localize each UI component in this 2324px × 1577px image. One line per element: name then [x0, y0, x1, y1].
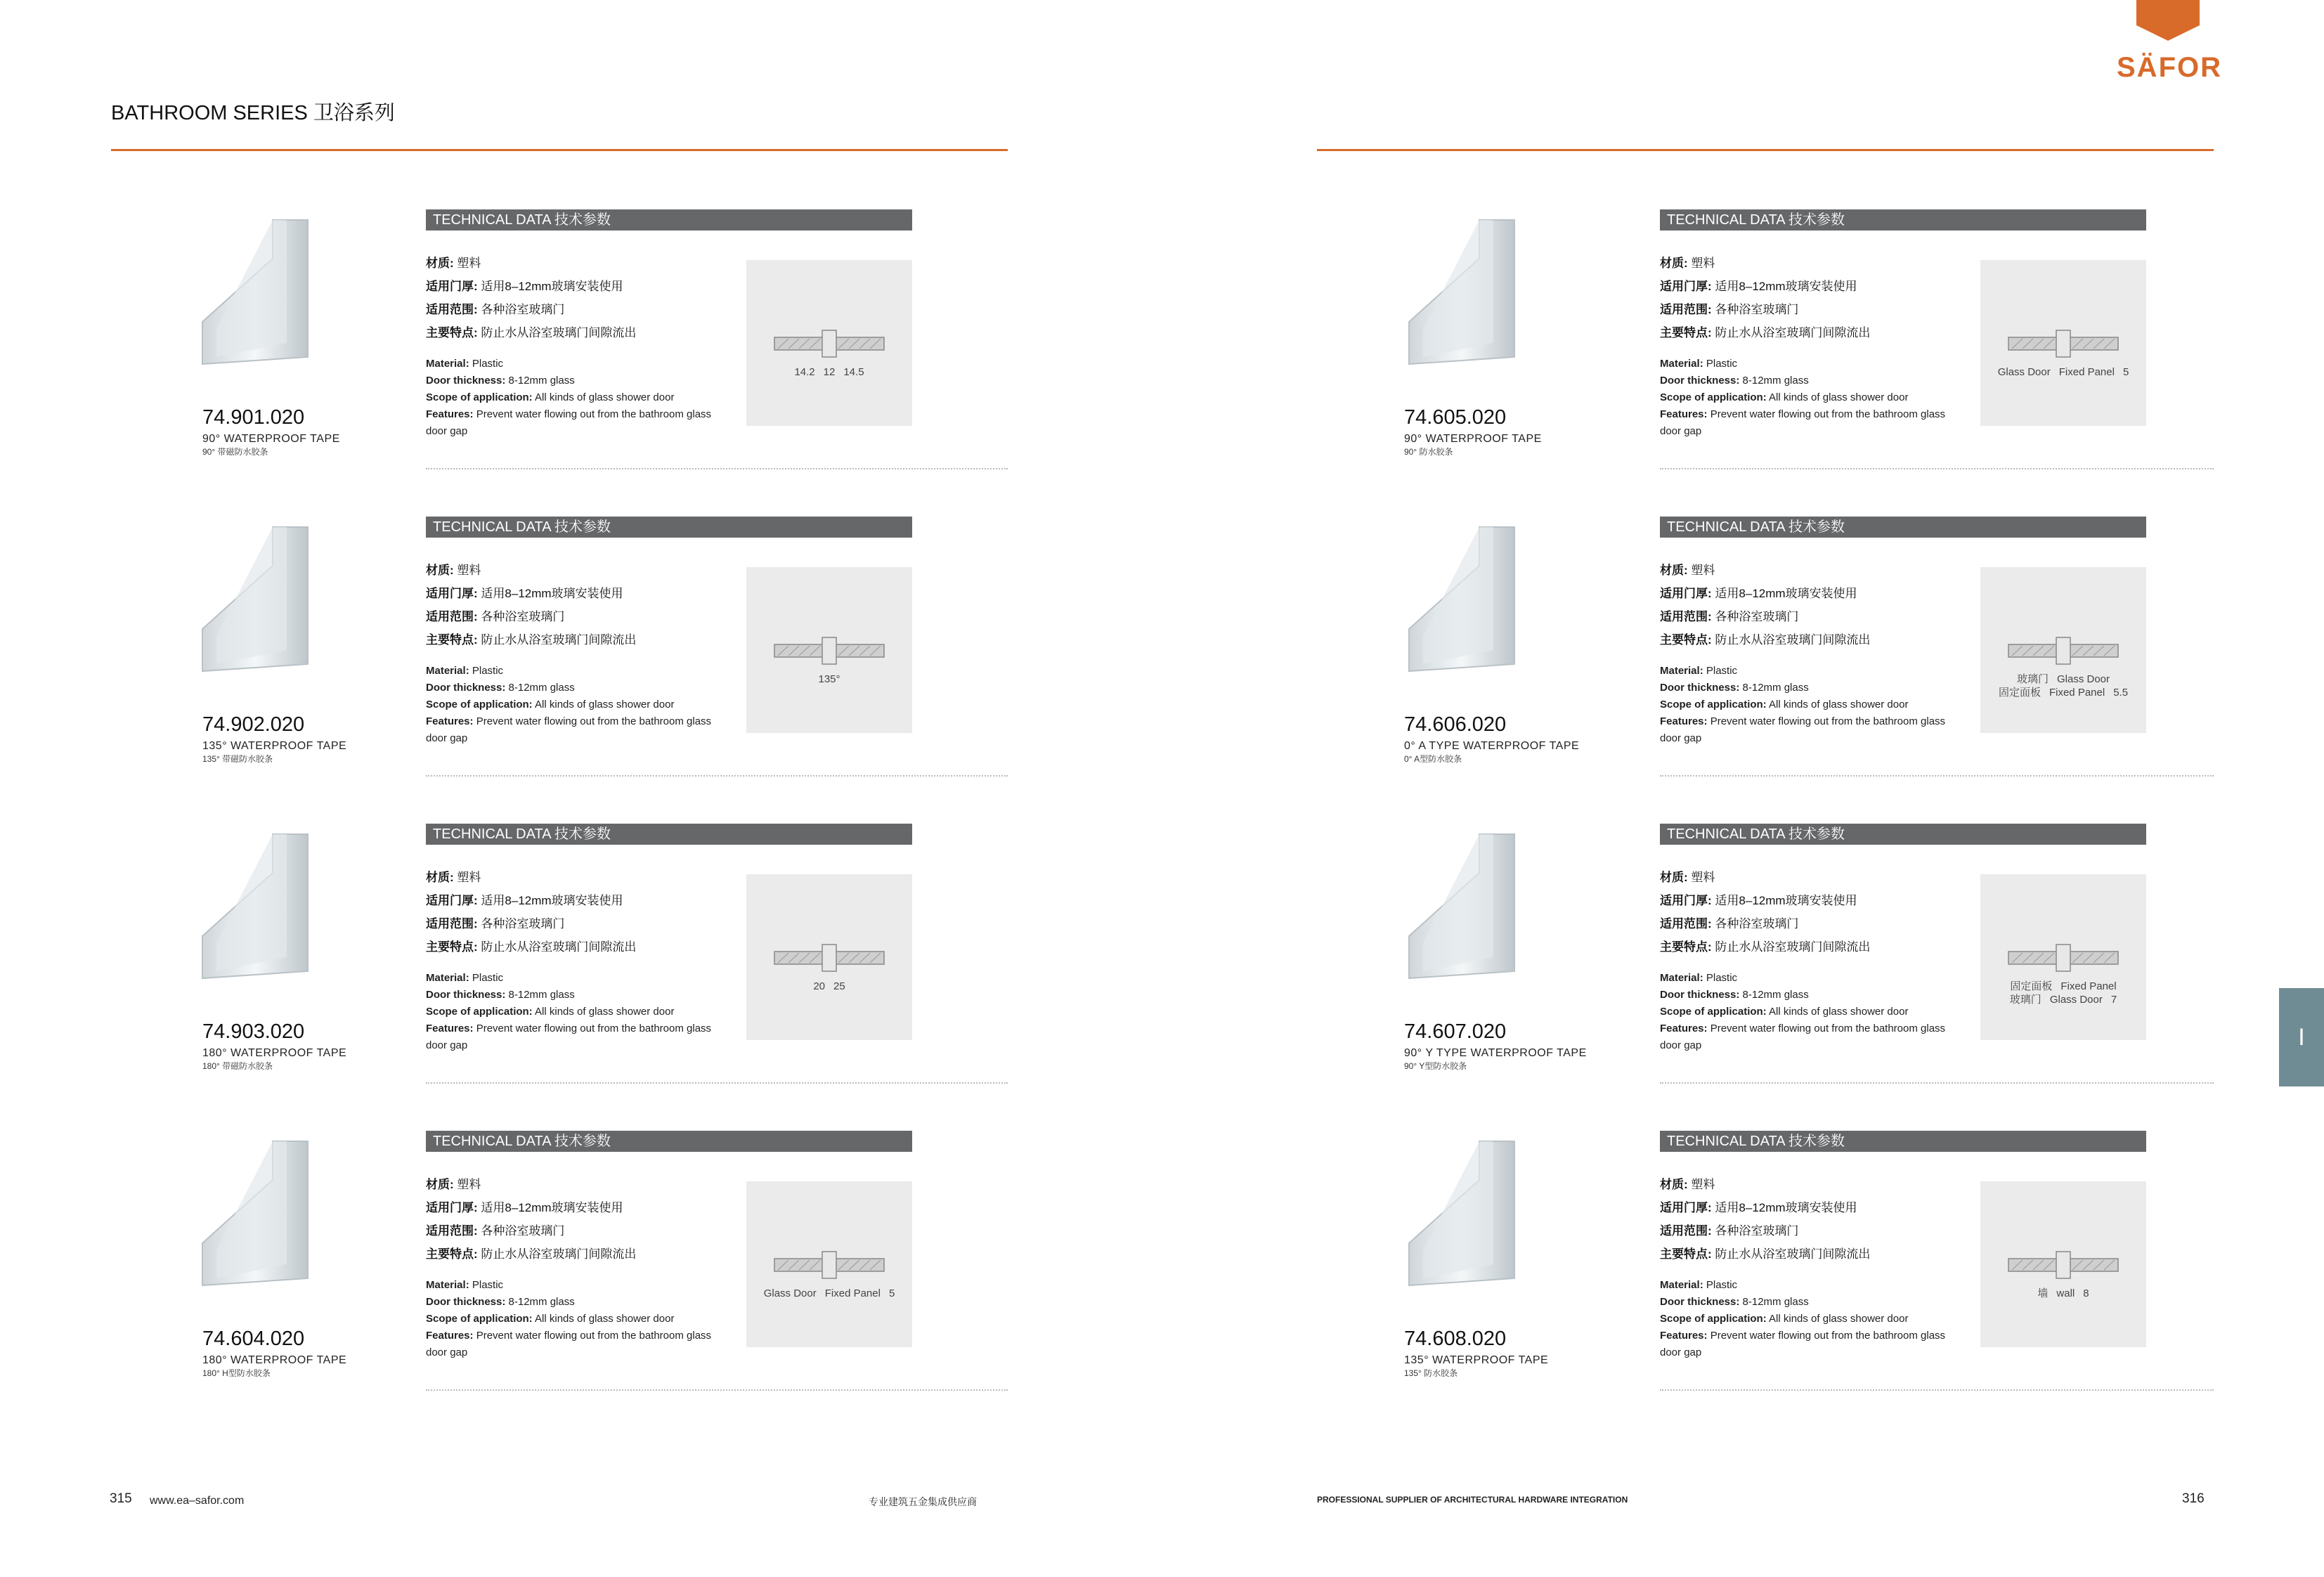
- product-name-en: 180° WATERPROOF TAPE: [202, 1354, 347, 1366]
- diagram-labels: [1987, 365, 2139, 379]
- material-en-label: Material:: [1660, 1279, 1703, 1291]
- product-code: 74.901.020: [202, 406, 305, 429]
- thickness-cn-label: 适用门厚:: [1660, 1201, 1712, 1214]
- technical-diagram: [1980, 567, 2146, 733]
- technical-diagram: [1980, 874, 2146, 1040]
- feature-cn-label: 主要特点:: [1660, 326, 1712, 339]
- product-code: 74.607.020: [1404, 1020, 1507, 1043]
- feature-cn-label: 主要特点:: [426, 326, 478, 339]
- diagram-label: 14.2: [794, 366, 815, 378]
- feature-cn-label: 主要特点:: [426, 940, 478, 954]
- product-code: 74.902.020: [202, 713, 305, 736]
- feature-cn-label: 主要特点:: [426, 633, 478, 647]
- thickness-en-label: Door thickness:: [426, 682, 506, 694]
- diagram-label: 25: [833, 980, 845, 992]
- thickness-en-label: Door thickness:: [426, 989, 506, 1001]
- row-divider: [1660, 775, 2214, 777]
- material-en-label: Material:: [1660, 358, 1703, 370]
- product-photo: [188, 524, 350, 678]
- material-cn-label: 材质:: [426, 1178, 454, 1191]
- thickness-cn-label: 适用门厚:: [1660, 280, 1712, 293]
- feature-cn: 防止水从浴室玻璃门间隙流出: [481, 326, 637, 339]
- material-cn-label: 材质:: [426, 564, 454, 577]
- technical-data-bar: TECHNICAL DATA 技术参数: [426, 517, 912, 538]
- diagram-labels: [1987, 980, 2139, 1006]
- material-en: Plastic: [472, 972, 504, 984]
- diagram-label: 玻璃门: [2009, 994, 2041, 1006]
- diagram-label: 固定面板: [1998, 687, 2041, 699]
- feature-en: Prevent water flowing out from the bathroom glass door gap: [1660, 1023, 1946, 1051]
- scope-cn-label: 适用范围:: [1660, 610, 1712, 623]
- specs-en: [1660, 1277, 1962, 1361]
- scope-en: All kinds of glass shower door: [535, 391, 675, 403]
- scope-en-label: Scope of application:: [426, 1313, 533, 1325]
- product-photo: [188, 216, 350, 371]
- scope-en-label: Scope of application:: [426, 391, 533, 403]
- product-name-en: 135° WATERPROOF TAPE: [202, 740, 347, 752]
- technical-diagram: [746, 1181, 912, 1347]
- product-code: 74.605.020: [1404, 406, 1507, 429]
- scope-cn-label: 适用范围:: [426, 303, 478, 316]
- profile-diagram-icon: [1980, 874, 2146, 1040]
- product-code: 74.604.020: [202, 1328, 305, 1350]
- profile-diagram-icon: [746, 260, 912, 426]
- thickness-en: 8-12mm glass: [1742, 989, 1809, 1001]
- profile-diagram-icon: [1980, 1181, 2146, 1347]
- thickness-en-label: Door thickness:: [1660, 989, 1740, 1001]
- scope-en-label: Scope of application:: [1660, 699, 1767, 710]
- left-page-number: 315: [110, 1491, 132, 1506]
- diagram-label: 5: [888, 1287, 895, 1299]
- product-name-en: 90° WATERPROOF TAPE: [202, 433, 340, 445]
- feature-en: Prevent water flowing out from the bathroom glass door gap: [426, 1023, 712, 1051]
- specs-en: [426, 970, 728, 1054]
- feature-en-label: Features:: [1660, 1023, 1708, 1034]
- material-cn: 塑料: [457, 564, 481, 577]
- feature-en: Prevent water flowing out from the bathroom glass door gap: [1660, 1330, 1946, 1358]
- technical-diagram: [746, 567, 912, 733]
- material-en-label: Material:: [1660, 972, 1703, 984]
- scope-en: All kinds of glass shower door: [1769, 1313, 1909, 1325]
- feature-cn: 防止水从浴室玻璃门间隙流出: [1715, 1247, 1871, 1261]
- diagram-label: Fixed Panel: [824, 1287, 881, 1299]
- diagram-label: 玻璃门: [2016, 673, 2049, 685]
- technical-diagram: [746, 260, 912, 426]
- thickness-cn-label: 适用门厚:: [426, 1201, 478, 1214]
- technical-diagram: [746, 874, 912, 1040]
- row-divider: [1660, 1082, 2214, 1084]
- diagram-labels: [753, 673, 905, 686]
- diagram-label: Fixed Panel: [2058, 366, 2115, 378]
- scope-en-label: Scope of application:: [426, 1006, 533, 1018]
- feature-cn: 防止水从浴室玻璃门间隙流出: [481, 633, 637, 647]
- thickness-cn: 适用8–12mm玻璃安装使用: [1715, 587, 1857, 600]
- feature-en-label: Features:: [426, 408, 474, 420]
- technical-data-bar: TECHNICAL DATA 技术参数: [1660, 824, 2146, 845]
- feature-en-label: Features:: [1660, 1330, 1708, 1342]
- material-cn-label: 材质:: [1660, 564, 1688, 577]
- left-tagline: 专业建筑五金集成供应商: [869, 1496, 977, 1507]
- technical-diagram: [1980, 1181, 2146, 1347]
- specs-cn: [1660, 1173, 1962, 1266]
- scope-cn-label: 适用范围:: [1660, 1224, 1712, 1238]
- specs-cn: [1660, 866, 1962, 959]
- scope-en: All kinds of glass shower door: [535, 1313, 675, 1325]
- material-en: Plastic: [1706, 358, 1738, 370]
- material-cn: 塑料: [1691, 1178, 1715, 1191]
- material-en-label: Material:: [426, 665, 469, 677]
- scope-cn-label: 适用范围:: [426, 917, 478, 930]
- series-title: BATHROOM SERIES 卫浴系列: [111, 102, 395, 124]
- thickness-cn-label: 适用门厚:: [1660, 587, 1712, 600]
- diagram-label: Fixed Panel: [2049, 687, 2105, 699]
- header-rule-right: [1317, 149, 2214, 151]
- feature-cn: 防止水从浴室玻璃门间隙流出: [1715, 633, 1871, 647]
- scope-cn: 各种浴室玻璃门: [481, 917, 565, 930]
- scope-en: All kinds of glass shower door: [1769, 391, 1909, 403]
- thickness-en: 8-12mm glass: [508, 682, 575, 694]
- feature-cn-label: 主要特点:: [1660, 940, 1712, 954]
- material-en-label: Material:: [426, 972, 469, 984]
- specs-en: [1660, 663, 1962, 747]
- product-name-cn: 180° 带磁防水胶条: [202, 1061, 273, 1071]
- diagram-labels: [753, 1287, 905, 1300]
- diagram-labels: [753, 365, 905, 379]
- scope-en: All kinds of glass shower door: [1769, 1006, 1909, 1018]
- diagram-label: 12: [823, 366, 836, 378]
- thickness-en-label: Door thickness:: [1660, 375, 1740, 387]
- scope-en: All kinds of glass shower door: [535, 1006, 675, 1018]
- material-en: Plastic: [1706, 665, 1738, 677]
- scope-en-label: Scope of application:: [1660, 1313, 1767, 1325]
- scope-cn: 各种浴室玻璃门: [1715, 1224, 1799, 1238]
- scope-en-label: Scope of application:: [1660, 1006, 1767, 1018]
- product-name-cn: 90° 带磁防水胶条: [202, 447, 268, 457]
- thickness-cn: 适用8–12mm玻璃安装使用: [481, 1201, 623, 1214]
- material-cn-label: 材质:: [1660, 257, 1688, 270]
- thickness-en: 8-12mm glass: [508, 989, 575, 1001]
- thickness-en-label: Door thickness:: [1660, 1296, 1740, 1308]
- thickness-cn-label: 适用门厚:: [1660, 894, 1712, 907]
- scope-cn: 各种浴室玻璃门: [1715, 303, 1799, 316]
- thickness-cn-label: 适用门厚:: [426, 894, 478, 907]
- diagram-label: wall: [2056, 1287, 2075, 1299]
- diagram-label: Fixed Panel: [2060, 980, 2117, 992]
- material-cn: 塑料: [457, 257, 481, 270]
- specs-cn: [1660, 559, 1962, 651]
- product-photo: [1395, 1138, 1557, 1292]
- product-code: 74.608.020: [1404, 1328, 1507, 1350]
- right-tagline: PROFESSIONAL SUPPLIER OF ARCHITECTURAL HARDWARE INTEGRATION: [1317, 1495, 1628, 1505]
- scope-en-label: Scope of application:: [1660, 391, 1767, 403]
- diagram-label: 135°: [818, 673, 840, 685]
- material-cn: 塑料: [1691, 871, 1715, 884]
- diagram-labels: [1987, 1287, 2139, 1300]
- specs-en: [426, 663, 728, 747]
- thickness-cn-label: 适用门厚:: [426, 587, 478, 600]
- diagram-label: 墙: [2037, 1287, 2049, 1299]
- row-divider: [1660, 1389, 2214, 1391]
- material-en: Plastic: [472, 665, 504, 677]
- material-cn: 塑料: [457, 871, 481, 884]
- product-name-cn: 135° 防水胶条: [1404, 1368, 1458, 1378]
- feature-en: Prevent water flowing out from the bathroom glass door gap: [426, 715, 712, 744]
- thickness-en: 8-12mm glass: [508, 375, 575, 387]
- thickness-en: 8-12mm glass: [508, 1296, 575, 1308]
- specs-cn: [426, 252, 728, 344]
- feature-cn: 防止水从浴室玻璃门间隙流出: [481, 1247, 637, 1261]
- product-name-en: 180° WATERPROOF TAPE: [202, 1047, 347, 1059]
- row-divider: [426, 468, 1008, 469]
- product-photo: [1395, 216, 1557, 371]
- scope-cn-label: 适用范围:: [426, 1224, 478, 1238]
- product-photo: [1395, 831, 1557, 985]
- material-en: Plastic: [472, 358, 504, 370]
- scope-cn-label: 适用范围:: [426, 610, 478, 623]
- technical-data-bar: TECHNICAL DATA 技术参数: [1660, 209, 2146, 231]
- feature-en: Prevent water flowing out from the bathroom glass door gap: [426, 1330, 712, 1358]
- thickness-cn: 适用8–12mm玻璃安装使用: [481, 280, 623, 293]
- diagram-label: Glass Door: [2049, 994, 2103, 1006]
- material-cn: 塑料: [457, 1178, 481, 1191]
- thickness-en: 8-12mm glass: [1742, 1296, 1809, 1308]
- thickness-cn: 适用8–12mm玻璃安装使用: [481, 894, 623, 907]
- feature-en-label: Features:: [426, 1330, 474, 1342]
- feature-cn: 防止水从浴室玻璃门间隙流出: [1715, 326, 1871, 339]
- website-link[interactable]: www.ea–safor.com: [150, 1495, 245, 1507]
- material-en-label: Material:: [1660, 665, 1703, 677]
- right-page-number: 316: [2182, 1491, 2205, 1506]
- feature-en-label: Features:: [426, 1023, 474, 1034]
- material-cn-label: 材质:: [426, 871, 454, 884]
- material-cn-label: 材质:: [1660, 871, 1688, 884]
- product-photo: [188, 1138, 350, 1292]
- scope-cn: 各种浴室玻璃门: [1715, 610, 1799, 623]
- header-rule-left: [111, 149, 1008, 151]
- brand-logo: SÄFOR: [2117, 52, 2222, 83]
- diagram-label: 8: [2083, 1287, 2089, 1299]
- feature-en-label: Features:: [1660, 408, 1708, 420]
- feature-cn: 防止水从浴室玻璃门间隙流出: [1715, 940, 1871, 954]
- thickness-en: 8-12mm glass: [1742, 682, 1809, 694]
- diagram-label: Glass Door: [763, 1287, 817, 1299]
- row-divider: [1660, 468, 2214, 469]
- specs-cn: [426, 1173, 728, 1266]
- thickness-cn: 适用8–12mm玻璃安装使用: [1715, 1201, 1857, 1214]
- material-cn: 塑料: [1691, 564, 1715, 577]
- feature-en: Prevent water flowing out from the bathroom glass door gap: [1660, 715, 1946, 744]
- feature-en-label: Features:: [1660, 715, 1708, 727]
- technical-data-bar: TECHNICAL DATA 技术参数: [1660, 1131, 2146, 1152]
- scope-cn: 各种浴室玻璃门: [481, 303, 565, 316]
- technical-diagram: [1980, 260, 2146, 426]
- thickness-en: 8-12mm glass: [1742, 375, 1809, 387]
- technical-data-bar: TECHNICAL DATA 技术参数: [426, 209, 912, 231]
- row-divider: [426, 1082, 1008, 1084]
- product-photo: [1395, 524, 1557, 678]
- material-en: Plastic: [472, 1279, 504, 1291]
- feature-cn-label: 主要特点:: [426, 1247, 478, 1261]
- diagram-label: 14.5: [843, 366, 864, 378]
- thickness-cn: 适用8–12mm玻璃安装使用: [1715, 280, 1857, 293]
- product-name-cn: 90° Y型防水胶条: [1404, 1061, 1467, 1071]
- scope-en: All kinds of glass shower door: [1769, 699, 1909, 710]
- diagram-labels: [1987, 673, 2139, 699]
- technical-data-bar: TECHNICAL DATA 技术参数: [426, 824, 912, 845]
- scope-en: All kinds of glass shower door: [535, 699, 675, 710]
- feature-en: Prevent water flowing out from the bathroom glass door gap: [1660, 408, 1946, 437]
- feature-cn-label: 主要特点:: [1660, 633, 1712, 647]
- product-name-en: 90° Y TYPE WATERPROOF TAPE: [1404, 1047, 1587, 1059]
- diagram-label: 固定面板: [2010, 980, 2053, 992]
- specs-en: [1660, 356, 1962, 440]
- profile-diagram-icon: [746, 567, 912, 733]
- thickness-en-label: Door thickness:: [426, 375, 506, 387]
- product-photo: [188, 831, 350, 985]
- product-code: 74.903.020: [202, 1020, 305, 1043]
- specs-cn: [1660, 252, 1962, 344]
- material-en: Plastic: [1706, 972, 1738, 984]
- specs-en: [426, 356, 728, 440]
- profile-diagram-icon: [1980, 260, 2146, 426]
- scope-cn-label: 适用范围:: [1660, 917, 1712, 930]
- feature-cn: 防止水从浴室玻璃门间隙流出: [481, 940, 637, 954]
- scope-cn: 各种浴室玻璃门: [481, 610, 565, 623]
- profile-diagram-icon: [746, 1181, 912, 1347]
- diagram-label: Glass Door: [1997, 366, 2051, 378]
- product-name-en: 135° WATERPROOF TAPE: [1404, 1354, 1549, 1366]
- material-en-label: Material:: [426, 358, 469, 370]
- thickness-en-label: Door thickness:: [1660, 682, 1740, 694]
- material-en: Plastic: [1706, 1279, 1738, 1291]
- product-name-cn: 135° 带磁防水胶条: [202, 754, 273, 764]
- scope-cn-label: 适用范围:: [1660, 303, 1712, 316]
- product-name-cn: 180° H型防水胶条: [202, 1368, 271, 1378]
- material-cn: 塑料: [1691, 257, 1715, 270]
- material-en-label: Material:: [426, 1279, 469, 1291]
- specs-cn: [426, 866, 728, 959]
- scope-cn: 各种浴室玻璃门: [481, 1224, 565, 1238]
- profile-diagram-icon: [1980, 567, 2146, 733]
- specs-en: [1660, 970, 1962, 1054]
- logo-badge-icon: [2136, 0, 2200, 41]
- product-name-cn: 90° 防水胶条: [1404, 447, 1453, 457]
- thickness-cn: 适用8–12mm玻璃安装使用: [1715, 894, 1857, 907]
- diagram-label: 20: [813, 980, 825, 992]
- material-cn-label: 材质:: [1660, 1178, 1688, 1191]
- section-tab[interactable]: I: [2279, 988, 2324, 1086]
- row-divider: [426, 775, 1008, 777]
- thickness-en-label: Door thickness:: [426, 1296, 506, 1308]
- technical-data-bar: TECHNICAL DATA 技术参数: [426, 1131, 912, 1152]
- technical-data-bar: TECHNICAL DATA 技术参数: [1660, 517, 2146, 538]
- scope-cn: 各种浴室玻璃门: [1715, 917, 1799, 930]
- diagram-label: 7: [2110, 994, 2117, 1006]
- specs-en: [426, 1277, 728, 1361]
- diagram-label: 5.5: [2113, 687, 2129, 699]
- thickness-cn-label: 适用门厚:: [426, 280, 478, 293]
- diagram-label: Glass Door: [2056, 673, 2110, 685]
- product-code: 74.606.020: [1404, 713, 1507, 736]
- diagram-label: 5: [2122, 366, 2129, 378]
- diagram-labels: [753, 980, 905, 993]
- thickness-cn: 适用8–12mm玻璃安装使用: [481, 587, 623, 600]
- specs-cn: [426, 559, 728, 651]
- feature-en-label: Features:: [426, 715, 474, 727]
- feature-cn-label: 主要特点:: [1660, 1247, 1712, 1261]
- scope-en-label: Scope of application:: [426, 699, 533, 710]
- product-name-cn: 0° A型防水胶条: [1404, 754, 1462, 764]
- material-cn-label: 材质:: [426, 257, 454, 270]
- row-divider: [426, 1389, 1008, 1391]
- product-name-en: 90° WATERPROOF TAPE: [1404, 433, 1542, 445]
- feature-en: Prevent water flowing out from the bathroom glass door gap: [426, 408, 712, 437]
- product-name-en: 0° A TYPE WATERPROOF TAPE: [1404, 740, 1580, 752]
- profile-diagram-icon: [746, 874, 912, 1040]
